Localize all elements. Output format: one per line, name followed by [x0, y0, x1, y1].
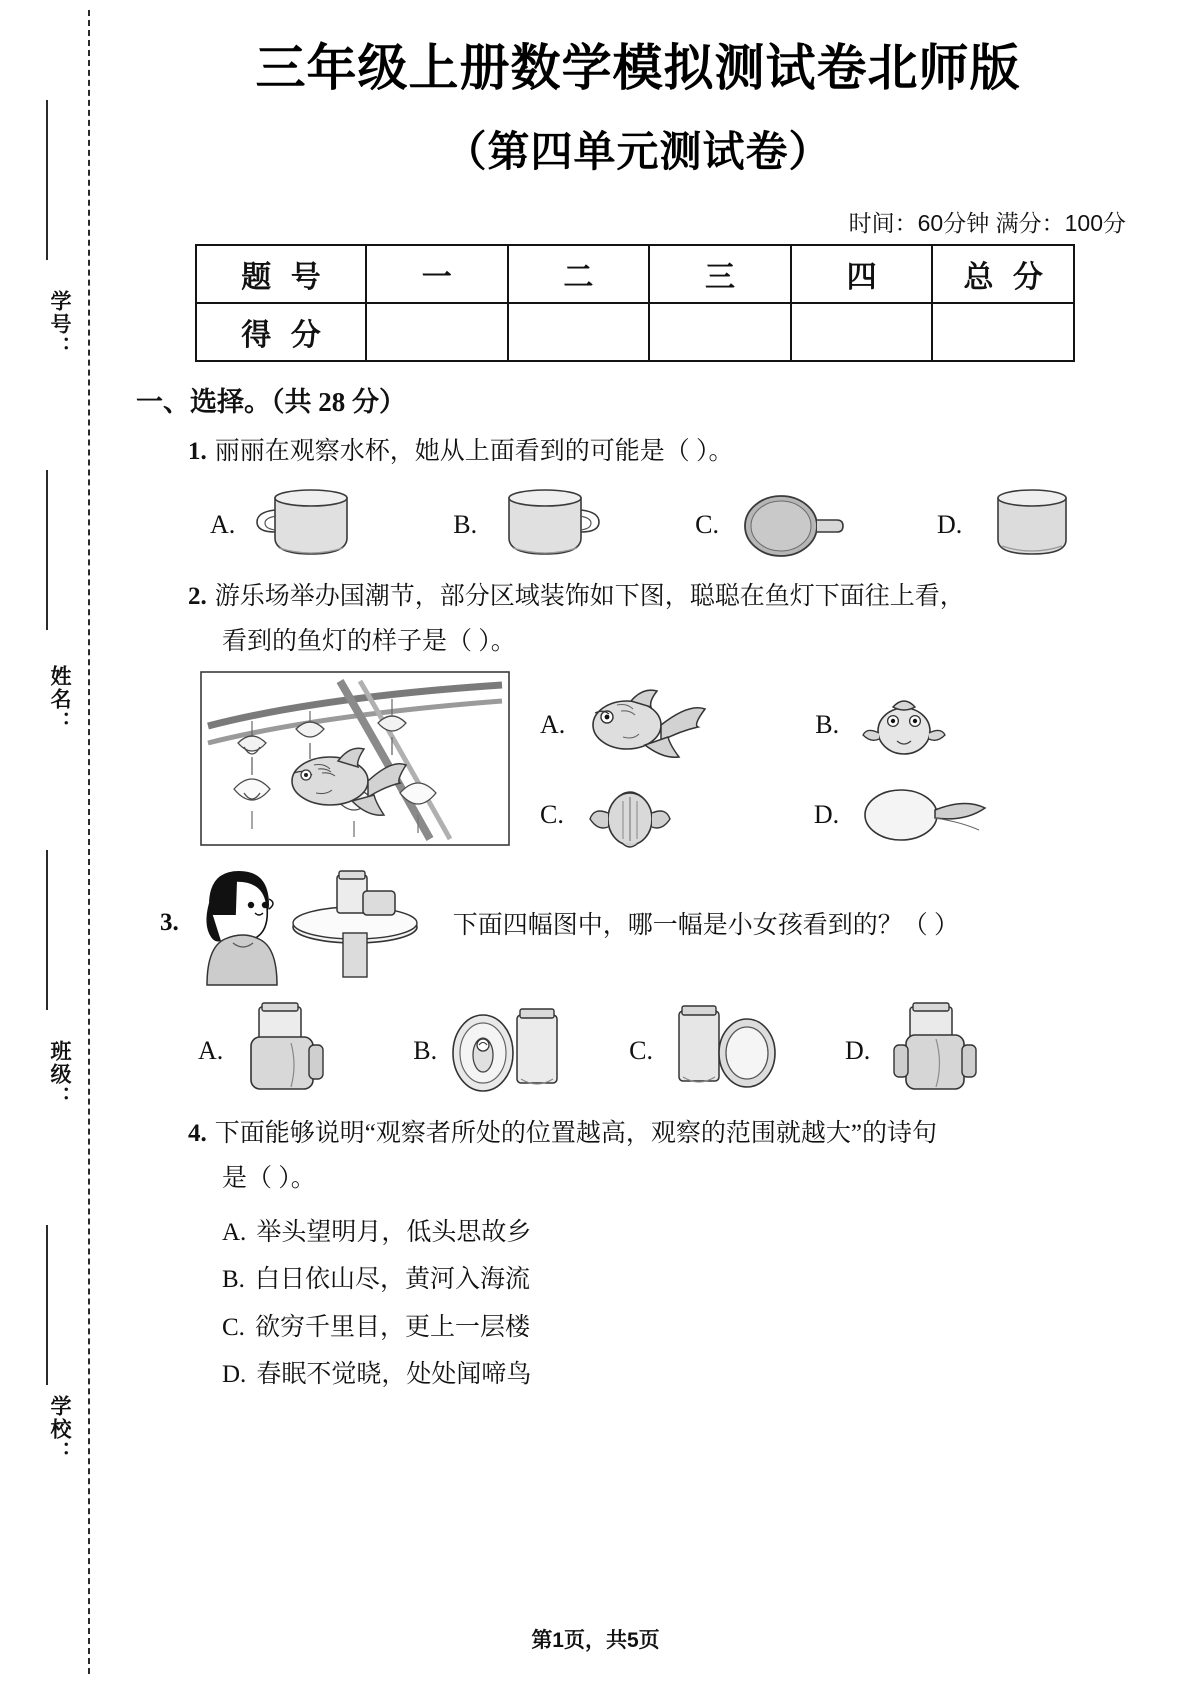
margin-label-school: 学校： [48, 1395, 71, 1464]
score-table-header-3: 三 [649, 245, 791, 303]
option-1a[interactable] [210, 486, 375, 564]
option-3a-letter: A. [198, 1036, 224, 1066]
option-3d-letter: D. [844, 1036, 871, 1066]
option-2c[interactable] [540, 779, 724, 851]
page-subtitle: （第四单元测试卷） [444, 128, 832, 175]
question-3 [160, 859, 1136, 987]
option-4d-letter: D. [222, 1361, 247, 1389]
option-1c[interactable] [695, 486, 859, 564]
option-2c-letter: C. [540, 800, 564, 830]
jar-and-box-angled-icon [880, 1001, 998, 1101]
option-4a[interactable] [222, 1209, 1136, 1257]
score-table [195, 244, 1075, 362]
section-points: （共 28 分） [271, 387, 406, 417]
score-table-header-2: 二 [508, 245, 650, 303]
cup-top-view-icon [729, 486, 859, 564]
option-2d[interactable] [814, 779, 1019, 851]
section-label: 一、选择。 [136, 387, 271, 417]
option-3a[interactable] [198, 1001, 351, 1101]
option-3d[interactable] [845, 1001, 998, 1101]
option-3b-letter: B. [413, 1036, 438, 1066]
option-4d-label: 春眠不觉晓，处处闻啼鸟 [256, 1361, 532, 1389]
option-4c[interactable] [222, 1304, 1136, 1352]
margin-rule-1 [46, 100, 48, 260]
question-3-options [198, 1001, 1136, 1101]
option-2d-letter: D. [813, 800, 840, 830]
jar-and-lid-top-icon [663, 1001, 783, 1101]
score-table-score-label: 得 分 [196, 303, 366, 361]
option-4b[interactable] [222, 1256, 1136, 1304]
option-1b[interactable] [453, 486, 617, 564]
score-table-header-4: 四 [791, 245, 933, 303]
question-2-text-line2: 看到的鱼灯的样子是（ ）。 [222, 627, 516, 655]
question-4-text: 下面能够说明“观察者所处的位置越高，观察的范围就越大”的诗句 [214, 1120, 937, 1148]
option-2b[interactable] [815, 689, 959, 761]
section-heading-choice [136, 380, 1136, 419]
question-4-number: 4. [188, 1120, 207, 1148]
question-1-number: 1. [188, 438, 207, 465]
question-1 [188, 433, 1136, 472]
score-cell-4[interactable] [791, 303, 933, 361]
option-4b-letter: B. [222, 1266, 245, 1294]
question-2-number: 2. [188, 582, 207, 610]
option-4c-letter: C. [222, 1313, 245, 1341]
score-cell-3[interactable] [649, 303, 791, 361]
dashed-fold-line [88, 10, 90, 1674]
exam-meta: 时间：60分钟 满分：100分 [848, 210, 1126, 236]
girl-looking-at-table-icon [185, 859, 435, 987]
option-2b-letter: B. [815, 710, 840, 740]
option-4a-label: 举头望明月，低头思故乡 [256, 1218, 532, 1246]
option-1c-letter: C. [695, 509, 719, 539]
option-1d[interactable] [937, 486, 1092, 564]
option-2a[interactable] [540, 689, 725, 761]
score-table-header-label: 题 号 [196, 245, 366, 303]
option-1d-letter: D. [936, 509, 963, 539]
margin-rule-3 [46, 850, 48, 1010]
cup-side-handle-right-icon [487, 486, 617, 564]
cup-side-handle-left-icon [245, 486, 375, 564]
option-4d[interactable] [222, 1351, 1136, 1399]
table-row [196, 245, 1074, 303]
cup-front-no-handle-icon [972, 486, 1092, 564]
option-2a-letter: A. [540, 710, 566, 740]
margin-label-name: 姓名： [48, 665, 71, 734]
fish-top-view-icon [849, 784, 1019, 846]
question-4 [188, 1115, 1136, 1199]
option-3c[interactable] [629, 1001, 783, 1101]
can-top-and-jar-icon [447, 1001, 567, 1101]
fish-side-view-icon [575, 689, 725, 761]
question-1-options [210, 486, 1136, 564]
question-2-options-row-2 [540, 779, 1019, 851]
fish-bottom-view-icon [574, 779, 724, 851]
page-footer: 第1页，共5页 [531, 1629, 660, 1652]
option-1b-letter: B. [453, 509, 478, 539]
option-1a-letter: A. [210, 509, 236, 539]
fish-front-view-icon [849, 689, 959, 761]
question-4-options [222, 1209, 1136, 1399]
margin-label-student-id: 学号： [48, 290, 71, 359]
score-cell-2[interactable] [508, 303, 650, 361]
margin-label-class: 班级： [48, 1040, 71, 1109]
margin-rule-2 [46, 470, 48, 630]
table-row [196, 303, 1074, 361]
exam-page [100, 0, 1191, 1684]
question-2-body [200, 671, 1136, 851]
option-3c-letter: C. [629, 1036, 653, 1066]
option-4c-label: 欲穷千里目，更上一层楼 [254, 1313, 530, 1341]
left-margin-strip [0, 0, 100, 1684]
option-3b[interactable] [413, 1001, 567, 1101]
question-2-text: 游乐场举办国潮节，部分区域装饰如下图，聪聪在鱼灯下面往上看， [214, 582, 965, 610]
option-4a-letter: A. [222, 1218, 247, 1246]
score-cell-1[interactable] [366, 303, 508, 361]
margin-rule-4 [46, 1225, 48, 1385]
jar-and-box-side-icon [233, 1001, 351, 1101]
score-cell-total[interactable] [932, 303, 1074, 361]
question-1-text: 丽丽在观察水杯，她从上面看到的可能是（ ）。 [214, 438, 734, 465]
score-table-header-total: 总 分 [932, 245, 1074, 303]
question-3-text: 下面四幅图中，哪一幅是小女孩看到的？（ ） [452, 912, 960, 940]
question-2 [188, 578, 1136, 662]
question-2-options [540, 671, 1019, 851]
option-4b-label: 白日依山尽，黄河入海流 [254, 1266, 530, 1294]
page-title: 三年级上册数学模拟测试卷北师版 [255, 40, 1021, 96]
question-3-number: 3. [160, 909, 179, 937]
score-table-header-1: 一 [366, 245, 508, 303]
question-2-options-row-1 [540, 689, 1019, 761]
fish-lantern-scene-icon [200, 671, 510, 846]
question-4-text-line2: 是（ ）。 [222, 1165, 316, 1192]
